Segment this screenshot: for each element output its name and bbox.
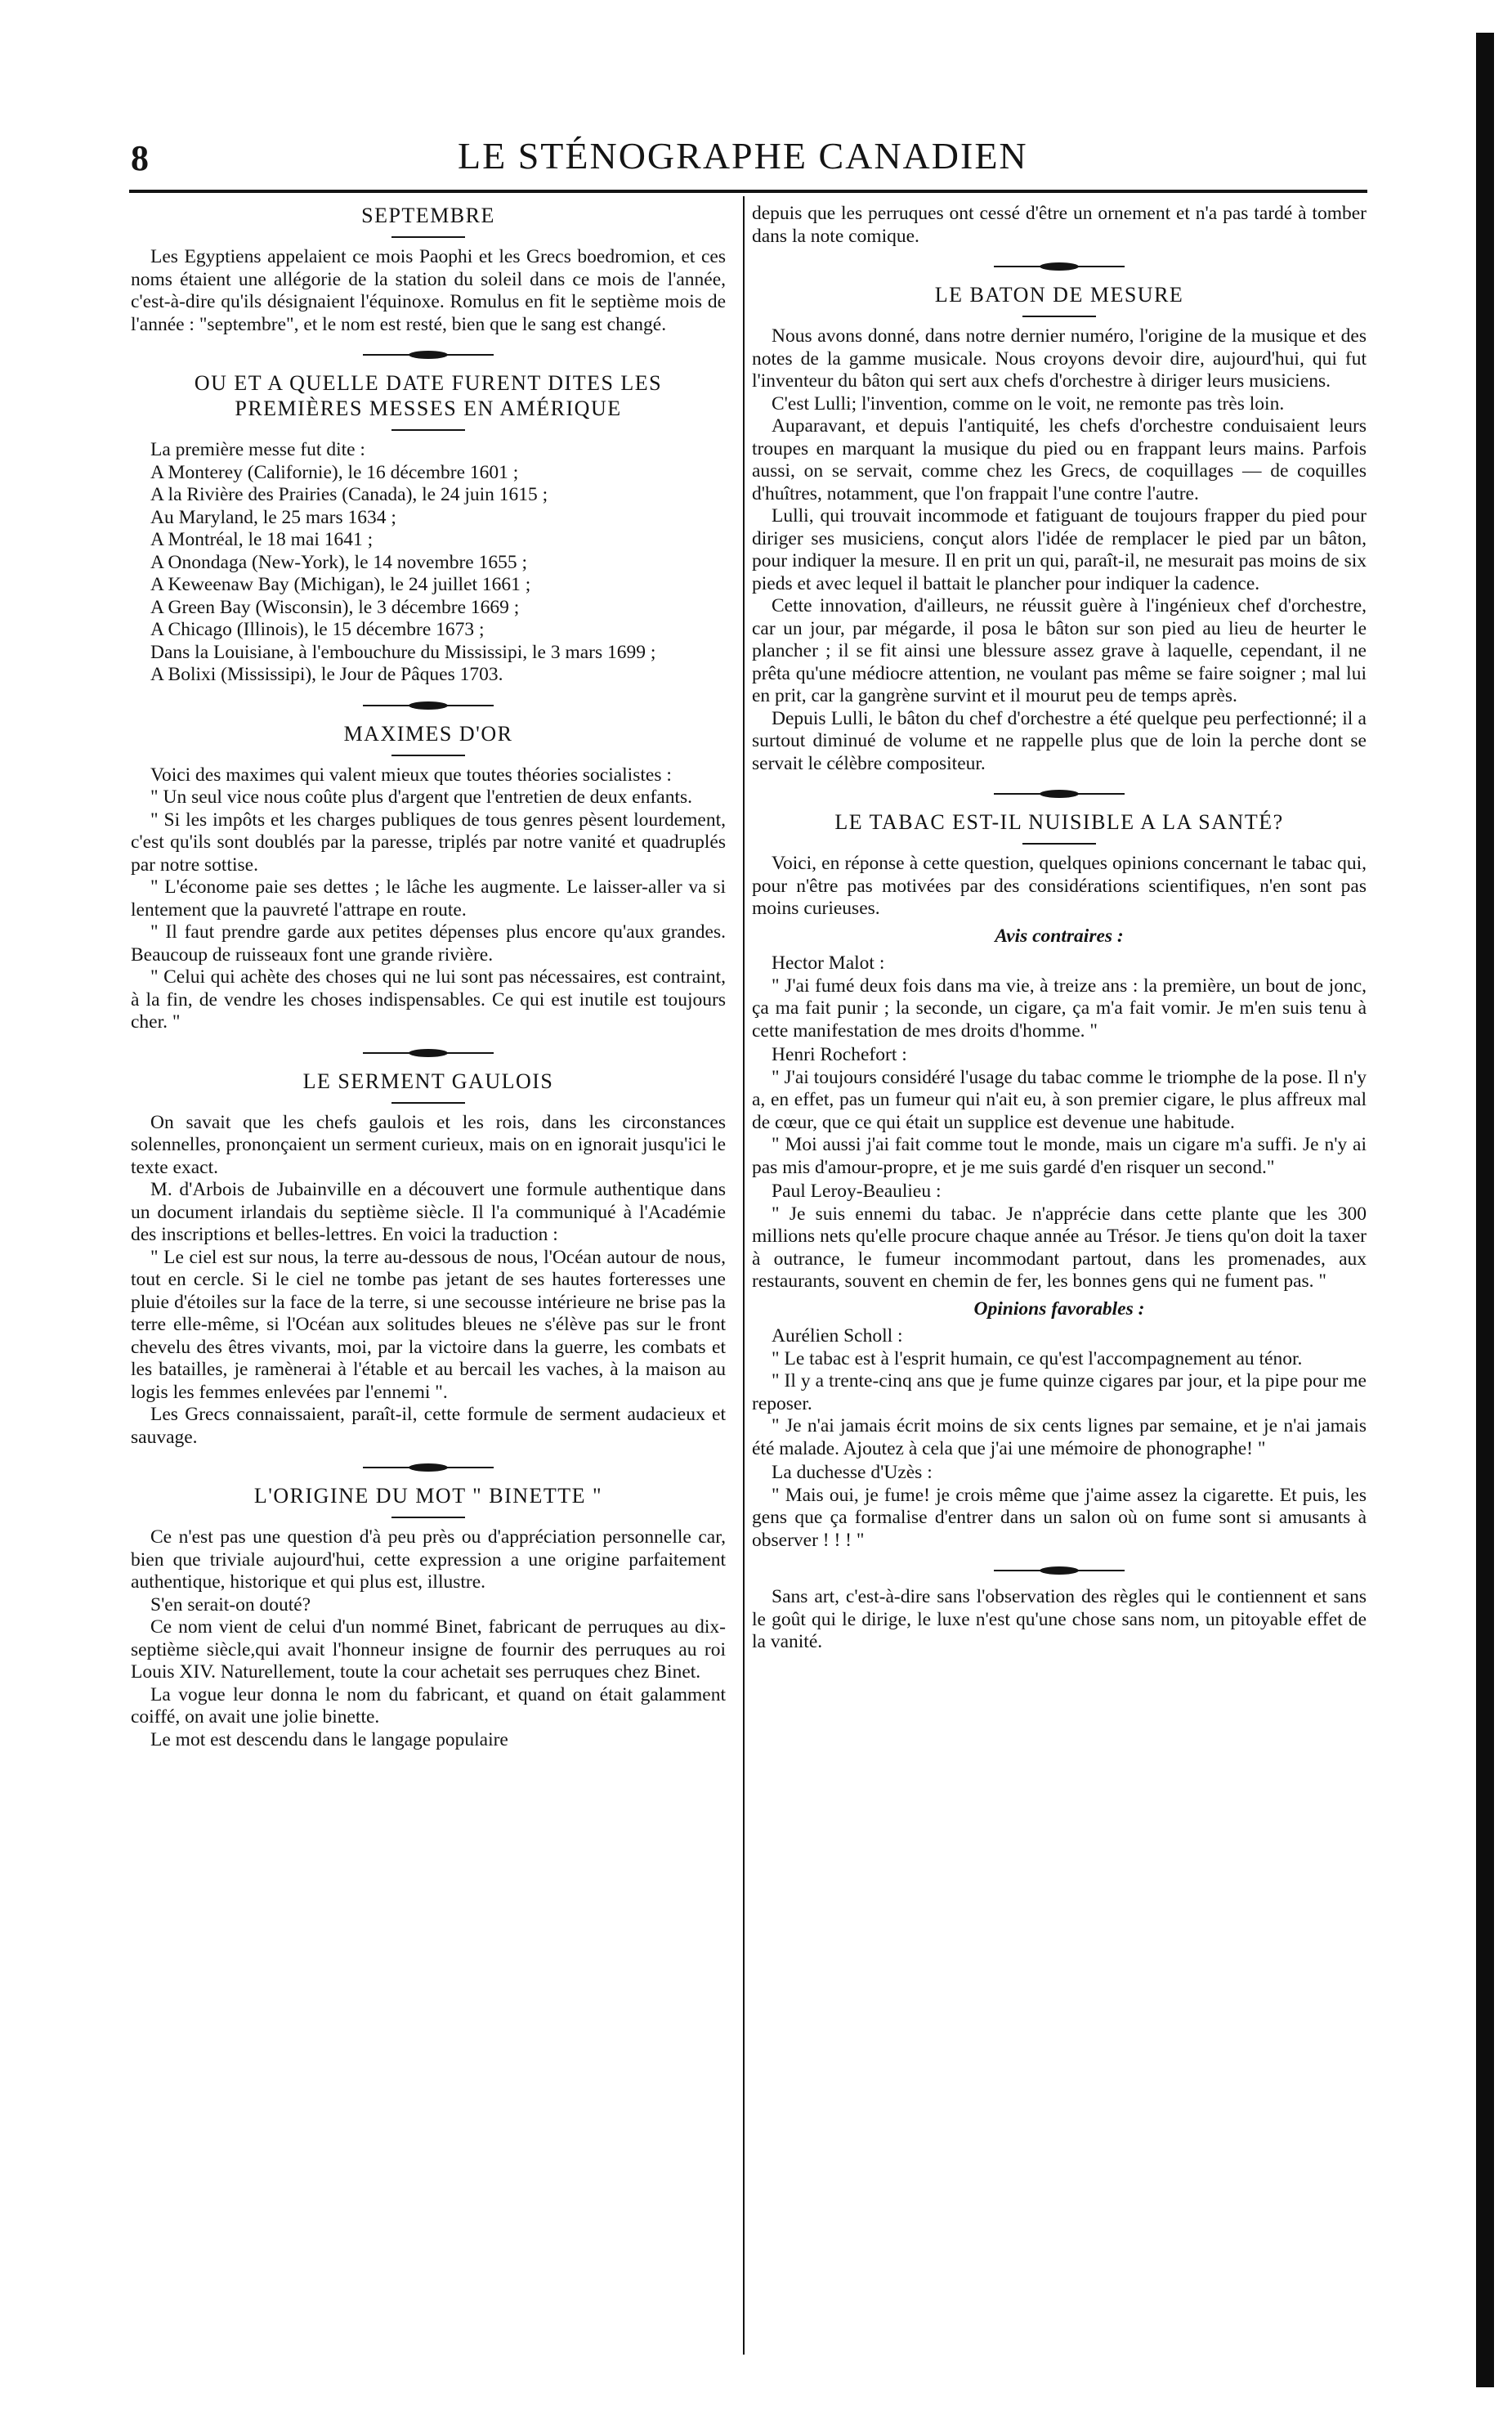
- paragraph: M. d'Arbois de Jubainville en a découvert une formule authentique dans un document irlandais du septième siècle. Il l'a communiqué à l'Académie des inscriptions et belles-lettres. En voici la traduction :: [131, 1179, 726, 1245]
- article-binette-continued: [752, 203, 1367, 248]
- article-title-binette: L'ORIGINE DU MOT " BINETTE ": [253, 1484, 603, 1508]
- list-item: A Monterey (Californie), le 16 décembre 1601 ;: [150, 461, 519, 483]
- list-item: A Montréal, le 18 mai 1641 ;: [150, 529, 374, 550]
- paragraph: depuis que les perruques ont cessé d'être un ornement et n'a pas tardé à tomber dans la note comique.: [752, 203, 1367, 247]
- paragraph: Les Egyptiens appelaient ce mois Paophi et les Grecs boedromion, et ces noms étaient une allégorie de la station du soleil dans ce mois de l'année, c'est-à-dire qu'ils désignaient l'équinoxe. Romulus en fit le septième mois de l'année : "septembre", et le nom est resté, bien que le sang est changé.: [131, 246, 726, 335]
- speaker-name: Aurélien Scholl :: [772, 1325, 903, 1347]
- section-ornament: [994, 788, 1125, 800]
- article-title-baton: LE BATON DE MESURE: [934, 283, 1184, 307]
- section-ornament: [363, 1462, 494, 1473]
- paragraph: " Il faut prendre garde aux petites dépenses plus encore qu'aux grandes. Beaucoup de ruisseaux font une grande rivière.: [131, 921, 726, 966]
- title-underline: [1022, 843, 1096, 845]
- list-item: A la Rivière des Prairies (Canada), le 24 juin 1615 ;: [150, 484, 548, 505]
- paragraph: Cette innovation, d'ailleurs, ne réussit guère à l'ingénieux chef d'orchestre, car un jour, par mégarde, il posa le bâton sur son pied au lieu de heurter le plancher ; il se fit ainsi une blessure assez grave à laquelle, cependant, il ne prêta qu'une médiocre attention, ne voulant pas même se faire soigner ; mal lui en prit, car la gangrène survint et il mourut peu de temps après.: [752, 595, 1367, 706]
- section-ornament: [363, 1047, 494, 1059]
- paragraph: Voici des maximes qui valent mieux que toutes théories socialistes :: [150, 764, 672, 786]
- title-underline: [391, 1102, 465, 1104]
- quote: " Je n'ai jamais écrit moins de six cents lignes par semaine, et je n'ai jamais été malade. Ajoutez à cela que j'ai une mémoire de phonographe! ": [752, 1415, 1367, 1459]
- right-column: [752, 203, 1367, 2361]
- speaker-name: Hector Malot :: [772, 952, 885, 974]
- paragraph: Nous avons donné, dans notre dernier numéro, l'origine de la musique et des notes de la gamme musicale. Nous croyons devoir dire, aujourd'hui, qui fut l'inventeur du bâton qui sert aux chefs d'orchestre à diriger leurs musiciens.: [752, 325, 1367, 392]
- paragraph: C'est Lulli; l'invention, comme on le voit, ne remonte pas très loin.: [772, 392, 1285, 415]
- article-title-serment: LE SERMENT GAULOIS: [302, 1069, 554, 1093]
- article-maximes: [131, 721, 726, 1034]
- article-title-septembre: SEPTEMBRE: [361, 204, 495, 227]
- scan-edge-bar: [1476, 33, 1494, 2387]
- quote: " Moi aussi j'ai fait comme tout le monde, mais un cigare m'a suffi. Je n'y ai pas mis d'amour-propre, et je me suis gardé d'en risquer un second.": [752, 1134, 1367, 1178]
- left-column: [131, 203, 726, 2361]
- paragraph: On savait que les chefs gaulois et les rois, dans les circonstances solennelles, prononçaient un serment curieux, mais on en ignorait jusqu'ici le texte exact.: [131, 1111, 726, 1178]
- paragraph: Les Grecs connaissaient, paraît-il, cette formule de serment audacieux et sauvage.: [131, 1404, 726, 1448]
- title-underline: [391, 755, 465, 756]
- list-item: Au Maryland, le 25 mars 1634 ;: [150, 506, 396, 528]
- article-baton: [752, 282, 1367, 775]
- quote: " Je suis ennemi du tabac. Je n'apprécie dans cette plante que les 300 millions nets qu'elle procure chaque année au Trésor. Je tiens qu'on doit la taxer à outrance, le fumeur incommodant partout, dans les promenades, aux restaurants, souvent en chemin de fer, les bonnes gens qui ne fument pas. ": [752, 1203, 1367, 1292]
- list-item: A Onondaga (New-York), le 14 novembre 1655 ;: [150, 551, 528, 573]
- paragraph: La première messe fut dite :: [150, 439, 365, 460]
- article-septembre: [131, 203, 726, 336]
- quote: " J'ai fumé deux fois dans ma vie, à treize ans : la première, un bout de jonc, ça ma fait punir ; la seconde, un cigare, ça m'a fait vomir. Je m'en suis tenu à cette manifestation de mes droits d'homme. ": [752, 975, 1367, 1042]
- quote: " Il y a trente-cinq ans que je fume quinze cigares par jour, et la pipe pour me reposer.: [752, 1370, 1367, 1414]
- paragraph: Auparavant, et depuis l'antiquité, les chefs d'orchestre conduisaient leurs troupes en marquant la musique du pied ou en frappant leurs mains. Parfois aussi, on se servait, comme chez les Grecs, de coquillages — de coquilles d'huîtres, notamment, que l'on frappait l'une contre l'autre.: [752, 415, 1367, 504]
- section-ornament: [363, 349, 494, 361]
- list-item: A Green Bay (Wisconsin), le 3 décembre 1669 ;: [150, 596, 520, 618]
- running-title: LE STÉNOGRAPHE CANADIEN: [458, 135, 1028, 177]
- paragraph: " Si les impôts et les charges publiques de tous genres pèsent lourdement, c'est qu'ils sont doublés par la paresse, triplés par notre vanité et quadruplés par notre sottise.: [131, 809, 726, 876]
- article-serment: [131, 1069, 726, 1450]
- section-ornament: [994, 261, 1125, 272]
- quote: " Mais oui, je fume! je crois même que j'aime assez la cigarette. Et puis, les gens que ça formalise d'entrer dans un salon où on fume sont si amusants à observer ! ! ! ": [752, 1484, 1367, 1551]
- speaker-name: Paul Leroy-Beaulieu :: [772, 1181, 942, 1202]
- paragraph: Ce nom vient de celui d'un nommé Binet, fabricant de perruques au dix-septième siècle,qui avait l'honneur insigne de fournir des perruques au roi Louis XIV. Naturellement, toute la cour achetait ses perruques chez Binet.: [131, 1616, 726, 1683]
- title-underline: [391, 236, 465, 238]
- subheading-avis-contraires: Avis contraires :: [995, 925, 1124, 947]
- speaker-name: Henri Rochefort :: [772, 1044, 907, 1065]
- speaker-name: La duchesse d'Uzès :: [772, 1462, 933, 1483]
- article-title-tabac: LE TABAC EST-IL NUISIBLE A LA SANTÉ?: [834, 810, 1284, 834]
- list-item: A Bolixi (Mississipi), le Jour de Pâques 1703.: [150, 664, 503, 685]
- article-tabac: [752, 809, 1367, 1552]
- article-sans-art: [752, 1586, 1367, 1654]
- paragraph: S'en serait-on douté?: [150, 1593, 311, 1616]
- paragraph: Ce n'est pas une question d'à peu près ou d'appréciation personnelle car, bien que triviale aujourd'hui, cette expression a une origine parfaitement authentique, historique et qui plus est, illustre.: [131, 1526, 726, 1593]
- title-underline: [391, 1517, 465, 1518]
- page-number: 8: [131, 138, 149, 178]
- list-item: A Keweenaw Bay (Michigan), le 24 juillet 1661 ;: [150, 574, 531, 595]
- paragraph: La vogue leur donna le nom du fabricant, et quand on était galamment coiffé, on avait une jolie binette.: [131, 1683, 726, 1728]
- article-title-messes: OU ET A QUELLE DATE FURENT DITES LES PREMIÈRES MESSES EN AMÉRIQUE: [194, 371, 663, 420]
- paragraph: " Un seul vice nous coûte plus d'argent que l'entretien de deux enfants.: [150, 786, 693, 808]
- section-ornament: [363, 700, 494, 711]
- article-binette: [131, 1483, 726, 1751]
- subheading-opinions-favorables: Opinions favorables :: [973, 1297, 1145, 1320]
- list-item: A Chicago (Illinois), le 15 décembre 1673 ;: [150, 619, 485, 640]
- list-item: Dans la Louisiane, à l'embouchure du Mississipi, le 3 mars 1699 ;: [150, 641, 656, 663]
- paragraph: Voici, en réponse à cette question, quelques opinions concernant le tabac qui, pour n'être pas motivées par des considérations scientifiques, n'en sont pas moins curieuses.: [752, 853, 1367, 919]
- column-separator: [743, 196, 745, 2355]
- paragraph: Sans art, c'est-à-dire sans l'observation des règles qui le contiennent et sans le goût qui le dirige, le luxe n'est qu'une chose sans nom, un pitoyable effet de la vanité.: [752, 1586, 1367, 1652]
- paragraph: Depuis Lulli, le bâton du chef d'orchestre a été quelque peu perfectionné; il a surtout diminué de volume et ne rappelle plus que de loin la perche dont se servait le célèbre compositeur.: [752, 707, 1367, 774]
- paragraph: " Le ciel est sur nous, la terre au-dessous de nous, l'Océan autour de nous, tout en cercle. Si le ciel ne tombe pas jetant de ses hautes forteresses une pluie d'étoiles sur la face de la terre, si une secousse intérieure ne brise pas la terre elle-même, si l'Océan aux solitudes bleues ne s'élève pas sur le front chevelu des êtres vivants, moi, par la victoire dans la guerre, les combats et les batailles, je ramènerai à l'étable et au bercail les vaches, à la maison au logis les femmes enlevées par l'ennemi ".: [131, 1246, 726, 1403]
- header-rule: [129, 190, 1367, 193]
- article-messes: [131, 370, 726, 687]
- paragraph: Lulli, qui trouvait incommode et fatiguant de toujours frapper du pied pour diriger ses musiciens, conçut alors l'idée de remplacer le pied par un bâton, pour indiquer la mesure. Il en prit un qui, paraît-il, ne mesurait pas moins de six pieds et avec lequel il battait le plancher pour indiquer la cadence.: [752, 505, 1367, 594]
- quote: " J'ai toujours considéré l'usage du tabac comme le triomphe de la pose. Il n'y a, en effet, pas un fumeur qui n'ait eu, à son premier cigare, le plus affreux mal de cœur, que ce qui était un supplice est devenue une habitude.: [752, 1066, 1367, 1133]
- paragraph: " Celui qui achète des choses qui ne lui sont pas nécessaires, est contraint, à la fin, de vendre les choses indispensables. Ce qui est inutile est toujours cher. ": [131, 966, 726, 1033]
- paragraph: " L'économe paie ses dettes ; le lâche les augmente. Le laisser-aller va si lentement que la pauvreté l'attrape en route.: [131, 876, 726, 921]
- title-underline: [391, 429, 465, 431]
- paragraph: Le mot est descendu dans le langage populaire: [150, 1728, 508, 1750]
- article-title-maximes: MAXIMES D'OR: [343, 721, 513, 746]
- section-ornament: [994, 1565, 1125, 1576]
- title-underline: [1022, 316, 1096, 317]
- quote: " Le tabac est à l'esprit humain, ce qu'est l'accompagnement au ténor.: [772, 1347, 1303, 1369]
